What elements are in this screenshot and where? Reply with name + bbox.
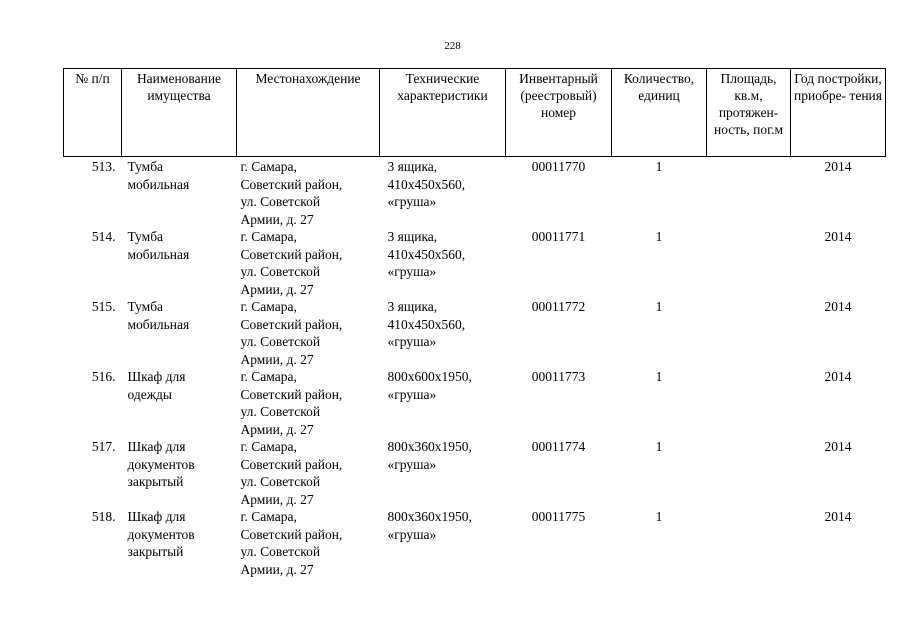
cell-quantity: 1 bbox=[655, 299, 663, 314]
cell-location-line: г. Самара, bbox=[240, 159, 297, 174]
cell-location-line: Армии, д. 27 bbox=[240, 281, 314, 297]
cell-name-line: одежды bbox=[127, 386, 172, 402]
cell-name-line: Тумба bbox=[127, 159, 164, 174]
cell-area bbox=[707, 228, 791, 298]
cell-tech-line: 410х450х560, bbox=[387, 176, 466, 192]
cell-name-line: Тумба bbox=[127, 299, 164, 314]
cell-tech bbox=[380, 228, 506, 298]
cell-tech-line: «груша» bbox=[387, 456, 437, 472]
cell-location bbox=[237, 228, 380, 298]
cell-inventory: 00011771 bbox=[531, 229, 586, 244]
cell-location-line: Советский район, bbox=[240, 176, 343, 192]
cell-num: 513. bbox=[91, 159, 116, 174]
cell-location-line: ул. Советской bbox=[240, 194, 321, 209]
cell-inventory: 00011773 bbox=[531, 369, 586, 384]
cell-name bbox=[122, 228, 237, 298]
cell-year: 2014 bbox=[824, 439, 852, 454]
table-row bbox=[64, 508, 886, 578]
cell-location-line: ул. Советской bbox=[240, 474, 321, 489]
table-body bbox=[64, 157, 886, 579]
cell-num: 518. bbox=[91, 509, 116, 524]
cell-name bbox=[122, 438, 237, 508]
cell-tech bbox=[380, 298, 506, 368]
cell-tech-line: 800х600х1950, bbox=[387, 369, 472, 384]
page-number: 228 bbox=[444, 40, 461, 52]
cell-location-line: г. Самара, bbox=[240, 299, 297, 314]
cell-location-line: Армии, д. 27 bbox=[240, 211, 314, 227]
cell-quantity: 1 bbox=[655, 369, 663, 384]
cell-location bbox=[237, 157, 380, 229]
header-name: Наименование имущества bbox=[122, 69, 237, 157]
cell-location-line: Советский район, bbox=[240, 456, 343, 472]
table-row bbox=[64, 228, 886, 298]
cell-tech-line: «груша» bbox=[387, 526, 437, 542]
table-row bbox=[64, 157, 886, 229]
cell-location-line: г. Самара, bbox=[240, 439, 297, 454]
cell-location-line: ул. Советской bbox=[240, 334, 321, 349]
cell-area bbox=[707, 438, 791, 508]
cell-name-line: документов bbox=[127, 456, 195, 472]
header-area: Площадь, кв.м, протяжен- ность, пог.м bbox=[707, 69, 791, 157]
header-inventory: Инвентарный (реестровый) номер bbox=[506, 69, 612, 157]
cell-location-line: ул. Советской bbox=[240, 544, 321, 559]
cell-quantity: 1 bbox=[655, 159, 663, 174]
header-quantity: Количество, единиц bbox=[612, 69, 707, 157]
header-year: Год постройки, приобре- тения bbox=[791, 69, 886, 157]
cell-tech-line: «груша» bbox=[387, 386, 437, 402]
cell-location-line: Советский район, bbox=[240, 386, 343, 402]
cell-name-line: закрытый bbox=[127, 544, 184, 559]
cell-year: 2014 bbox=[824, 369, 852, 384]
cell-inventory: 00011774 bbox=[531, 439, 586, 454]
cell-name-line: мобильная bbox=[127, 316, 190, 332]
cell-tech-line: «груша» bbox=[387, 264, 437, 279]
cell-name-line: Тумба bbox=[127, 229, 164, 244]
cell-name bbox=[122, 368, 237, 438]
cell-inventory: 00011775 bbox=[531, 509, 586, 524]
cell-tech-line: «груша» bbox=[387, 334, 437, 349]
cell-name bbox=[122, 508, 237, 578]
cell-year: 2014 bbox=[824, 299, 852, 314]
cell-location-line: Армии, д. 27 bbox=[240, 351, 314, 367]
cell-location-line: ул. Советской bbox=[240, 404, 321, 419]
cell-num: 516. bbox=[91, 369, 116, 384]
cell-tech-line: 3 ящика, bbox=[387, 229, 438, 244]
cell-tech-line: 3 ящика, bbox=[387, 159, 438, 174]
cell-name-line: мобильная bbox=[127, 246, 190, 262]
cell-location-line: Советский район, bbox=[240, 246, 343, 262]
cell-location bbox=[237, 438, 380, 508]
header-location: Местонахождение bbox=[237, 69, 380, 157]
cell-year: 2014 bbox=[824, 159, 852, 174]
cell-location-line: ул. Советской bbox=[240, 264, 321, 279]
cell-quantity: 1 bbox=[655, 439, 663, 454]
cell-num: 517. bbox=[91, 439, 116, 454]
property-table bbox=[63, 68, 886, 578]
cell-area bbox=[707, 157, 791, 229]
cell-name-line: закрытый bbox=[127, 474, 184, 489]
cell-location-line: Советский район, bbox=[240, 316, 343, 332]
cell-tech bbox=[380, 508, 506, 578]
header-num: № п/п bbox=[64, 69, 122, 157]
cell-tech bbox=[380, 438, 506, 508]
cell-location bbox=[237, 508, 380, 578]
cell-tech-line: 3 ящика, bbox=[387, 299, 438, 314]
cell-area bbox=[707, 368, 791, 438]
cell-num: 514. bbox=[91, 229, 116, 244]
cell-location-line: Армии, д. 27 bbox=[240, 561, 314, 577]
cell-name-line: документов bbox=[127, 526, 195, 542]
cell-location bbox=[237, 298, 380, 368]
cell-name-line: мобильная bbox=[127, 176, 190, 192]
cell-tech bbox=[380, 368, 506, 438]
cell-location-line: г. Самара, bbox=[240, 229, 297, 244]
cell-tech-line: 800х360х1950, bbox=[387, 439, 472, 454]
cell-quantity: 1 bbox=[655, 509, 663, 524]
table-row bbox=[64, 438, 886, 508]
cell-tech-line: 800х360х1950, bbox=[387, 509, 472, 524]
cell-year: 2014 bbox=[824, 229, 852, 244]
table-header bbox=[64, 69, 886, 157]
cell-name bbox=[122, 298, 237, 368]
cell-tech-line: «груша» bbox=[387, 194, 437, 209]
cell-name bbox=[122, 157, 237, 229]
cell-area bbox=[707, 298, 791, 368]
cell-location-line: г. Самара, bbox=[240, 369, 297, 384]
cell-location-line: Советский район, bbox=[240, 526, 343, 542]
cell-tech-line: 410х450х560, bbox=[387, 316, 466, 332]
cell-name-line: Шкаф для bbox=[127, 439, 186, 454]
cell-name-line: Шкаф для bbox=[127, 509, 186, 524]
table-row bbox=[64, 368, 886, 438]
table-row bbox=[64, 298, 886, 368]
cell-location-line: г. Самара, bbox=[240, 509, 297, 524]
cell-tech-line: 410х450х560, bbox=[387, 246, 466, 262]
cell-quantity: 1 bbox=[655, 229, 663, 244]
header-tech: Технические характеристики bbox=[380, 69, 506, 157]
cell-location-line: Армии, д. 27 bbox=[240, 491, 314, 507]
cell-location-line: Армии, д. 27 bbox=[240, 421, 314, 437]
cell-tech bbox=[380, 157, 506, 229]
cell-area bbox=[707, 508, 791, 578]
cell-num: 515. bbox=[91, 299, 116, 314]
cell-inventory: 00011770 bbox=[531, 159, 586, 174]
cell-location bbox=[237, 368, 380, 438]
cell-inventory: 00011772 bbox=[531, 299, 586, 314]
cell-name-line: Шкаф для bbox=[127, 369, 186, 384]
cell-year: 2014 bbox=[824, 509, 852, 524]
